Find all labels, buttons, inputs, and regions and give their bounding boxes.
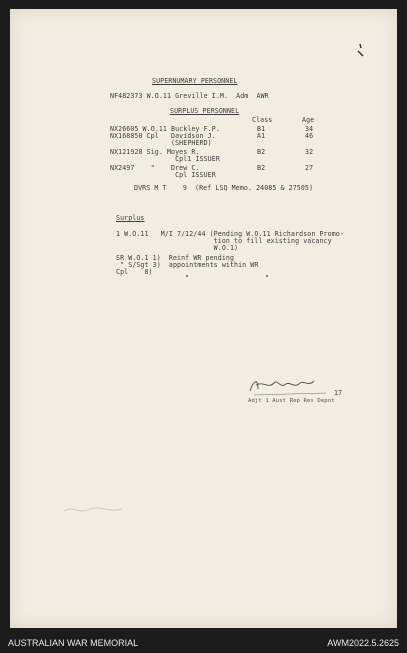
surplus-line: " S/Sgt 3) appointments within WR (116, 261, 259, 269)
row-left: NX168850 Cpl Davidson J. (110, 132, 216, 140)
signature-mark: 17 (334, 389, 343, 397)
col-age-header: Age (302, 116, 315, 124)
surplus-line: SR W.O.1 1) Reinf WR pending (116, 254, 235, 262)
row-age: 46 (305, 132, 314, 140)
row-left: Cpl ISSUER (110, 171, 216, 179)
footer-left: AUSTRALIAN WAR MEMORIAL (8, 638, 139, 648)
row-age: 27 (305, 164, 314, 172)
col-class-header: Class (252, 116, 273, 124)
surplus-line: Cpl 8) (116, 268, 153, 276)
row-left: Cpl1 ISSUER (110, 155, 220, 163)
faint-stamp (60, 499, 130, 523)
doc-title: SUPERNUMARY PERSONNEL (152, 77, 238, 85)
row-left: NX2497 " Drew C. (110, 164, 200, 172)
row-left: NX26605 W.O.11 Buckley F.P. (110, 125, 220, 133)
supernumary-line: NF482373 W.O.11 Greville I.M. Adm AWR (110, 92, 269, 100)
row-age: 34 (305, 125, 314, 133)
surplus-line: 1 W.O.11 M/I 7/12/44 (Pending W.O.11 Richardson Promo- (116, 230, 344, 238)
row-age: 32 (305, 148, 314, 156)
corner-mark (354, 42, 368, 64)
surplus-subheading: Surplus (116, 214, 145, 222)
document-page (10, 9, 397, 628)
stray-mark: " (265, 274, 270, 282)
surplus-line: W.O.1) (116, 244, 239, 252)
footer-right: AWM2022.5.2625 (327, 638, 399, 648)
footer-bar (0, 632, 407, 653)
row-class: A1 (257, 132, 266, 140)
row-left: (SHEPHERD) (110, 139, 212, 147)
row-left: NX121928 Sig. Moyes R. (110, 148, 200, 156)
stray-mark: " (185, 274, 190, 282)
signature-caption: Adjt 1 Aust Rep Res Depot (248, 398, 335, 404)
dvrs-line: DVRS M T 9 (Ref LSQ Memo. 24085 & 27505) (134, 184, 314, 192)
row-class: B1 (257, 125, 266, 133)
row-class: B2 (257, 164, 266, 172)
row-class: B2 (257, 148, 266, 156)
surplus-heading: SURPLUS PERSONNEL (170, 107, 240, 115)
surplus-line: tion to fill existing vacancy (116, 237, 332, 245)
